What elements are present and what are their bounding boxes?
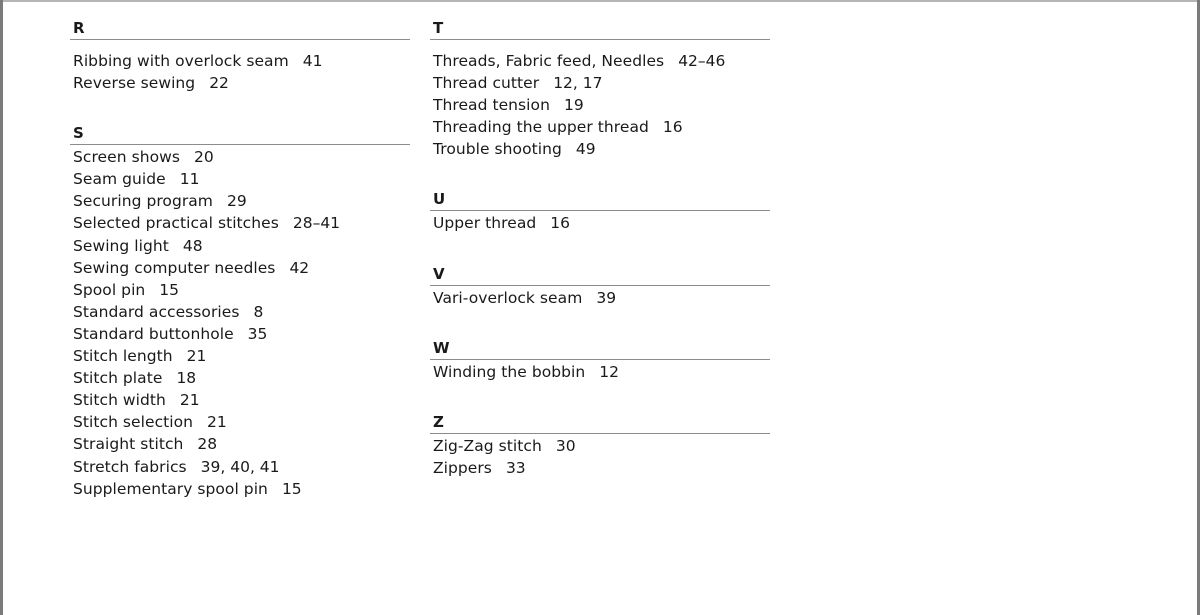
entry-term: Trouble shooting	[433, 140, 562, 159]
entry-list-z	[430, 434, 770, 479]
entry-list-w	[430, 360, 770, 383]
section-letter-v: V	[430, 264, 770, 286]
entry-pages: 28–41	[292, 214, 341, 233]
entry-term: Selected practical stitches	[73, 214, 279, 233]
entry-term: Securing program	[73, 192, 213, 211]
entry-pages: 16	[662, 118, 683, 137]
entry-term: Stitch plate	[73, 369, 163, 388]
entry-term: Stretch fabrics	[73, 457, 187, 476]
entry-term: Sewing light	[73, 236, 169, 255]
entry-list-t	[430, 40, 770, 160]
entry-term: Reverse sewing	[73, 74, 196, 93]
index-entry	[70, 301, 410, 323]
section-letter-r: R	[70, 18, 410, 40]
entry-pages: 12, 17	[553, 74, 603, 93]
index-entry	[70, 235, 410, 257]
index-entry	[70, 72, 410, 94]
entry-term: Sewing computer needles	[73, 258, 276, 277]
index-entry	[70, 323, 410, 345]
entry-pages: 15	[281, 479, 302, 498]
index-entry	[70, 345, 410, 367]
entry-pages: 49	[575, 140, 596, 159]
index-entry	[430, 361, 770, 383]
entry-term: Stitch length	[73, 347, 173, 366]
entry-pages: 39, 40, 41	[200, 457, 280, 476]
index-column-right	[430, 18, 770, 479]
entry-term: Straight stitch	[73, 435, 184, 454]
index-entry	[70, 168, 410, 190]
entry-term: Screen shows	[73, 148, 180, 167]
entry-list-v	[430, 286, 770, 309]
entry-pages: 15	[159, 280, 180, 299]
entry-pages: 19	[563, 96, 584, 115]
entry-pages: 41	[302, 52, 323, 70]
entry-term: Standard buttonhole	[73, 324, 234, 343]
entry-pages: 29	[226, 192, 247, 211]
index-entry	[70, 456, 410, 478]
entry-pages: 42	[289, 258, 310, 277]
index-section-r	[70, 18, 410, 94]
entry-pages: 28	[197, 435, 218, 454]
entry-term: Threads, Fabric feed, Needles	[433, 52, 665, 70]
entry-term: Seam guide	[73, 170, 166, 189]
index-entry	[70, 146, 410, 168]
entry-pages: 21	[207, 413, 227, 432]
entry-term: Upper thread	[433, 214, 537, 233]
entry-term: Spool pin	[73, 280, 146, 299]
entry-term: Threading the upper thread	[433, 118, 649, 137]
entry-pages: 21	[186, 347, 207, 366]
entry-term: Ribbing with overlock seam	[73, 52, 289, 70]
index-entry	[70, 257, 410, 279]
entry-term: Standard accessories	[73, 302, 240, 321]
entry-pages: 39	[596, 288, 617, 307]
entry-pages: 8	[253, 302, 264, 321]
entry-list-s	[70, 145, 410, 500]
section-letter-z: Z	[430, 412, 770, 434]
index-section-w	[430, 338, 770, 383]
section-letter-w: W	[430, 338, 770, 360]
index-entry	[70, 50, 410, 72]
section-letter-t: T	[430, 18, 770, 40]
index-section-u	[430, 189, 770, 234]
entry-pages: 20	[193, 148, 214, 167]
entry-term: Supplementary spool pin	[73, 479, 268, 498]
section-letter-u: U	[430, 189, 770, 211]
entry-term: Stitch width	[73, 391, 166, 410]
index-entry	[430, 212, 770, 234]
index-entry	[430, 287, 770, 309]
index-entry	[70, 411, 410, 433]
index-entry	[70, 279, 410, 301]
entry-pages: 42–46	[678, 52, 726, 70]
entry-pages: 48	[182, 236, 203, 255]
index-section-v	[430, 264, 770, 309]
entry-pages: 21	[179, 391, 200, 410]
index-entry	[70, 433, 410, 455]
entry-pages: 33	[505, 458, 526, 477]
entry-term: Stitch selection	[73, 413, 194, 432]
index-entry	[430, 72, 770, 94]
index-entry	[430, 457, 770, 479]
entry-term: Thread cutter	[433, 74, 540, 93]
entry-pages: 30	[555, 436, 576, 455]
index-entry	[430, 138, 770, 160]
entry-pages: 11	[179, 170, 200, 189]
index-entry	[430, 94, 770, 116]
entry-list-u	[430, 211, 770, 234]
entry-term: Thread tension	[433, 96, 550, 115]
index-entry	[70, 367, 410, 389]
entry-term: Zig-Zag stitch	[433, 436, 542, 455]
entry-pages: 16	[550, 214, 570, 233]
entry-pages: 22	[209, 74, 229, 93]
index-entry	[70, 478, 410, 500]
index-section-s	[70, 123, 410, 500]
index-entry	[430, 116, 770, 138]
entry-term: Winding the bobbin	[433, 362, 586, 381]
index-column-left	[70, 18, 410, 500]
index-section-t	[430, 18, 770, 160]
entry-list-r	[70, 40, 410, 94]
index-entry	[70, 190, 410, 212]
section-letter-s: S	[70, 123, 410, 145]
entry-pages: 35	[247, 324, 268, 343]
entry-pages: 18	[176, 369, 197, 388]
index-entry	[430, 435, 770, 457]
index-entry	[70, 389, 410, 411]
index-page	[3, 0, 1197, 615]
entry-pages: 12	[599, 362, 619, 381]
entry-term: Zippers	[433, 458, 492, 477]
index-entry	[430, 50, 770, 72]
entry-term: Vari-overlock seam	[433, 288, 583, 307]
index-entry	[70, 212, 410, 234]
index-section-z	[430, 412, 770, 479]
